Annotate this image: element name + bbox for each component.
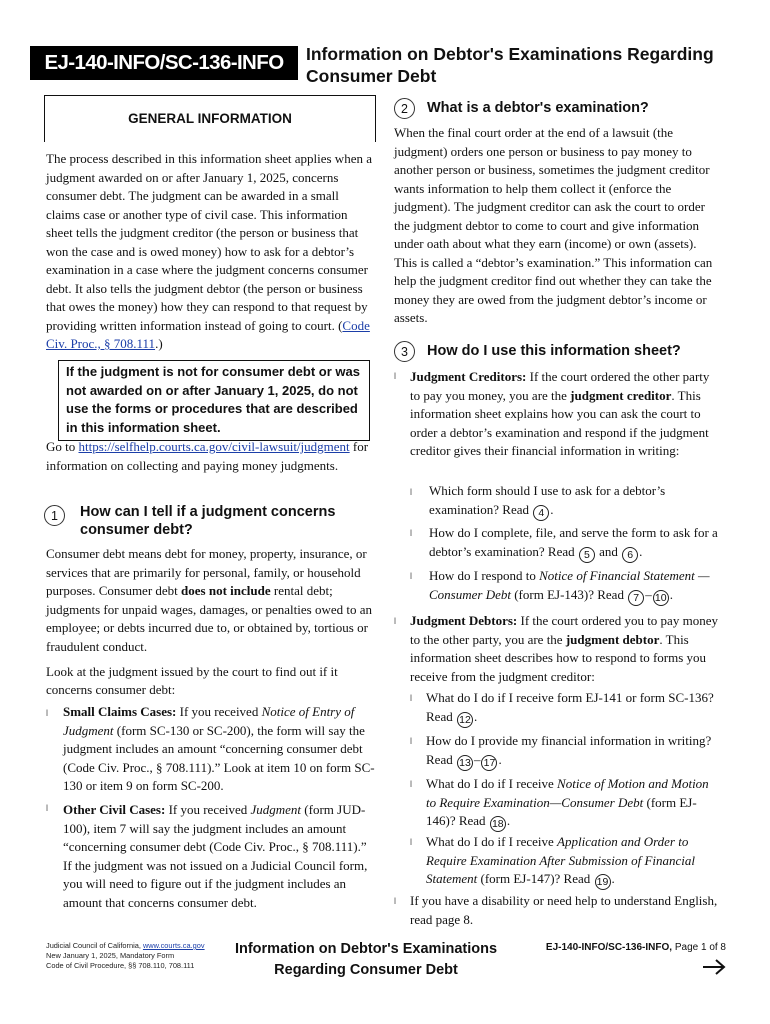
page-indicator	[514, 942, 726, 953]
section2-paragraph: When the final court order at the end of a lawsuit (the judgment) orders one person or business to pay money to another person or business, sometimes the judgment creditor wants information to help them collect it (enforce the judgment). The judgment creditor can ask the court to order the judgment debtor to come to court and give information under oath about what they earn (income) or own (assets). This is called a “debtor’s examination.” This information can help the judgment creditor find out whether they can take the money they are owed from the judgment debtor’s income or assets.	[394, 125, 713, 325]
creditors-bullet	[410, 368, 722, 461]
text: (form JUD-100), item 7 will say the judgment includes an amount “concerning consumer debt (Code Civ. Proc., § 708.111).” If the judgment was not issued on a Judicial Council form, you will need to figure out if the judgment includes an amount that concerns consumer debt.	[63, 802, 368, 910]
code-link[interactable]: Code Civ. Proc., § 708.111	[46, 317, 370, 351]
debtor-q4	[426, 833, 722, 890]
courts-link[interactable]: www.courts.ca.gov	[142, 941, 205, 950]
bullet-icon: l	[46, 803, 48, 813]
general-info-heading: GENERAL INFORMATION	[128, 111, 292, 126]
text: If you received	[165, 802, 251, 817]
debtors-bullet	[410, 612, 722, 686]
section-title-1: How can I tell if a judgment concerns consumer debt?	[80, 504, 336, 538]
section-title-2: What is a debtor's examination?	[427, 100, 649, 116]
section-number-1: 1	[44, 505, 65, 526]
text: What do I do if I receive	[426, 834, 558, 849]
section-ref-badge[interactable]: 17	[481, 755, 497, 771]
section-ref-badge[interactable]: 5	[579, 547, 595, 563]
text: (form EJ-147)? Read	[477, 871, 594, 886]
footer-line-2: New January 1, 2025, Mandatory Form	[46, 951, 175, 960]
text-bold: judgment creditor	[570, 387, 672, 403]
sub-bullet-icon: l	[410, 693, 412, 703]
debtor-q1	[426, 689, 722, 728]
text-bold: Other Civil Cases:	[63, 802, 166, 817]
text: . This information sheet describes how to respond to forms you receive from the judgment creditor:	[410, 631, 707, 684]
footer-line-3: Code of Civil Procedure, §§ 708.110, 708.111	[46, 961, 195, 970]
text: What do I do if I receive	[426, 776, 558, 791]
civil-cases-bullet	[63, 801, 377, 912]
text-italic: Judgment	[250, 802, 302, 817]
text: If the court ordered you to pay money to the other party, you are the	[410, 613, 718, 647]
section1-paragraph	[46, 545, 378, 656]
text-italic: Notice of Financial Statement —Consumer Debt	[429, 568, 710, 602]
sub-bullet-icon: l	[410, 736, 412, 746]
text: .	[550, 501, 554, 517]
section-ref-badge[interactable]: 12	[457, 712, 473, 728]
text: Judicial Council of California,	[46, 941, 143, 950]
text: .	[473, 708, 478, 724]
text: and	[595, 543, 622, 559]
bullet-icon: l	[394, 896, 396, 906]
debtor-q2	[426, 732, 722, 771]
section-ref-badge[interactable]: 7	[628, 590, 644, 606]
debtor-q3	[426, 775, 722, 832]
text: What do I do if I receive form EJ-141 or form SC-136? Read	[426, 690, 714, 724]
footer-title: Information on Debtor's Examinations Regarding Consumer Debt	[234, 941, 498, 978]
text: If the court ordered the other party to pay you money, you are the	[410, 369, 710, 403]
sub-bullet-icon: l	[410, 487, 412, 497]
text: rental debt; judgments for unpaid wages, damages, or penalties owed to an employee; or debts incurred due to, or obtained by, tortious or fraudulent conduct.	[46, 583, 372, 654]
section-number-3: 3	[394, 341, 415, 362]
page-number: Page 1 of 8	[672, 942, 726, 953]
text: . This information sheet explains how you can ask the court to order a debtor’s examination and respond if the judgment creditor gives their financial information in writing:	[410, 387, 709, 458]
text: (form EJ-143)? Read	[510, 586, 628, 602]
general-info-text-end: .)	[155, 336, 163, 351]
disability-bullet: If you have a disability or need help to understand English, read page 8.	[410, 893, 718, 927]
small-claims-bullet	[63, 703, 377, 796]
text-bold: does not include	[181, 583, 271, 598]
text-italic: Application and Order to Require Examination After Submission of Financial Statement	[426, 834, 696, 886]
text-bold: Judgment Creditors:	[410, 369, 527, 384]
text: .	[639, 543, 643, 559]
goto-paragraph	[46, 438, 376, 475]
section-ref-badge[interactable]: 10	[653, 590, 669, 606]
section-number-2: 2	[394, 98, 415, 119]
section-ref-badge[interactable]: 6	[622, 547, 638, 563]
section-title-3: How do I use this information sheet?	[427, 343, 681, 359]
text-bold: judgment debtor	[565, 631, 660, 647]
text: –	[645, 586, 652, 602]
text: –	[473, 751, 481, 767]
text: Consumer debt means debt for money, property, insurance, or services that are primarily for personal, family, or household purposes. Consumer debt	[46, 546, 367, 598]
section-ref-badge[interactable]: 18	[490, 816, 506, 832]
section-ref-badge[interactable]: 19	[595, 874, 611, 890]
creditor-q1	[429, 482, 723, 521]
goto-text: Go to	[46, 439, 79, 454]
general-info-text: The process described in this information sheet applies when a judgment awarded on or after January 1, 2025, concerns consumer debt. The judgment can be awarded in a small claims case or another type of civil case. This information sheet tells the judgment creditor (the person or business that won the case and is owed money) how to ask for a debtor’s examination in a case where the judgment concerns consumer debt. It also tells the judgment debtor (the person or business that owes the money) how they can respond to that request by providing written information instead of going to court. (	[46, 151, 372, 333]
text-italic: Notice of Motion and Motion to Require Examination—Consumer Debt	[426, 776, 709, 810]
section-ref-badge[interactable]: 13	[457, 755, 473, 771]
general-info-paragraph	[46, 150, 376, 354]
section1-look-text: Look at the judgment issued by the court to find out if it concerns consumer debt:	[46, 664, 338, 697]
text: How do I complete, file, and serve the form to ask for a debtor’s examination? Read	[429, 525, 718, 559]
text-bold: Small Claims Cases:	[63, 704, 177, 719]
footer-form-id: EJ-140-INFO/SC-136-INFO,	[545, 942, 673, 953]
sub-bullet-icon: l	[410, 779, 412, 789]
section-ref-badge[interactable]: 4	[533, 505, 549, 521]
text-italic: Notice of Entry of Judgment	[63, 704, 355, 738]
sub-bullet-icon: l	[410, 837, 412, 847]
bullet-icon: l	[46, 708, 48, 718]
sub-bullet-icon: l	[410, 528, 412, 538]
text: How do I provide my financial information in writing? Read	[426, 733, 712, 767]
text: .	[506, 813, 511, 828]
text: (form SC-130 or SC-200), the form will say the judgment includes an amount “concerning consumer debt (Code Civ. Proc., § 708.111).” Look at item 10 on form SC-130 or item 9 on form SC-200.	[63, 722, 375, 793]
page-title: Information on Debtor's Examinations Regarding Consumer Debt	[306, 44, 714, 86]
text: .	[669, 586, 673, 602]
arrow-right-icon[interactable]	[700, 956, 728, 978]
text: How do I respond to	[429, 568, 540, 583]
creditor-q3	[429, 567, 723, 606]
text: .	[498, 751, 502, 767]
goto-text-end: for information on collecting and paying money judgments.	[46, 439, 369, 473]
sub-bullet-icon: l	[410, 571, 412, 581]
form-id-badge: EJ-140-INFO/SC-136-INFO	[30, 46, 298, 80]
text-bold: Judgment Debtors:	[410, 613, 518, 628]
selfhelp-link[interactable]: https://selfhelp.courts.ca.gov/civil-lawsuit/judgment	[78, 439, 350, 454]
creditor-q2	[429, 524, 723, 563]
text: (form EJ-146)? Read	[426, 794, 697, 828]
warning-box: If the judgment is not for consumer debt or was not awarded on or after January 1, 2025, do not use the forms or procedures that are described in this information sheet.	[58, 360, 370, 441]
text: .	[611, 871, 615, 886]
bullet-icon: l	[394, 616, 396, 626]
text: Which form should I use to ask for a debtor’s examination? Read	[429, 483, 666, 517]
text: If you received	[176, 704, 262, 719]
bullet-icon: l	[394, 371, 396, 381]
